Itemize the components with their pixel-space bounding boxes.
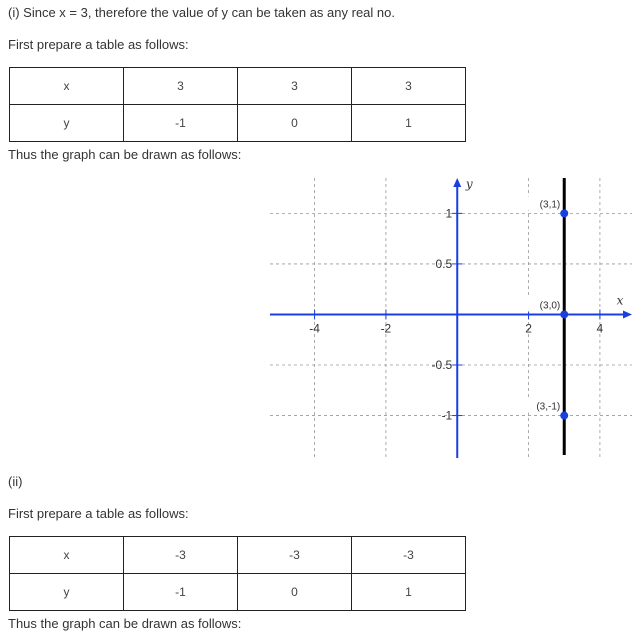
table-cell: 1 bbox=[352, 105, 466, 142]
table-cell: -3 bbox=[124, 537, 238, 574]
point-label: (3,1) bbox=[539, 199, 561, 211]
data-point bbox=[560, 209, 568, 217]
table-cell: -1 bbox=[124, 105, 238, 142]
table-row bbox=[10, 537, 466, 574]
part2-value-table bbox=[9, 536, 466, 611]
y-tick-label: 0.5 bbox=[435, 256, 453, 271]
y-axis-arrow bbox=[453, 178, 461, 187]
table-cell: 3 bbox=[352, 68, 466, 105]
x-axis-label: x bbox=[616, 293, 624, 308]
part2-graph-intro: Thus the graph can be drawn as follows: bbox=[8, 616, 242, 631]
x-tick-label: -2 bbox=[380, 321, 392, 336]
table-cell: 1 bbox=[352, 574, 466, 611]
table-cell: -3 bbox=[352, 537, 466, 574]
y-axis-label: y bbox=[465, 177, 473, 191]
table-cell: 3 bbox=[238, 68, 352, 105]
x-axis-arrow bbox=[623, 310, 632, 318]
table-cell: 0 bbox=[238, 574, 352, 611]
x-tick-label: -4 bbox=[309, 321, 320, 336]
part1-table-intro: First prepare a table as follows: bbox=[8, 37, 189, 52]
table-cell: -3 bbox=[238, 537, 352, 574]
data-point bbox=[560, 412, 568, 420]
part2-table-intro: First prepare a table as follows: bbox=[8, 506, 189, 521]
table-cell: 3 bbox=[124, 68, 238, 105]
table-cell: -1 bbox=[124, 574, 238, 611]
y-tick-label: -0.5 bbox=[431, 358, 453, 373]
table-row bbox=[10, 574, 466, 611]
table-cell: 0 bbox=[238, 105, 352, 142]
part2-label: (ii) bbox=[8, 474, 23, 489]
table-cell: x bbox=[10, 68, 124, 105]
x-tick-label: 4 bbox=[596, 321, 604, 336]
point-label: (3,-1) bbox=[536, 401, 561, 413]
table-cell: y bbox=[10, 574, 124, 611]
table-cell: y bbox=[10, 105, 124, 142]
part1-graph-intro: Thus the graph can be drawn as follows: bbox=[8, 147, 242, 162]
y-tick-label: 1 bbox=[445, 206, 453, 221]
table-cell: x bbox=[10, 537, 124, 574]
data-point bbox=[560, 310, 568, 318]
part1-intro: (i) Since x = 3, therefore the value of y can be taken as any real no. bbox=[8, 5, 395, 20]
y-tick-label: -1 bbox=[441, 408, 453, 423]
x-tick-label: 2 bbox=[525, 321, 532, 336]
point-label: (3,0) bbox=[539, 300, 561, 312]
